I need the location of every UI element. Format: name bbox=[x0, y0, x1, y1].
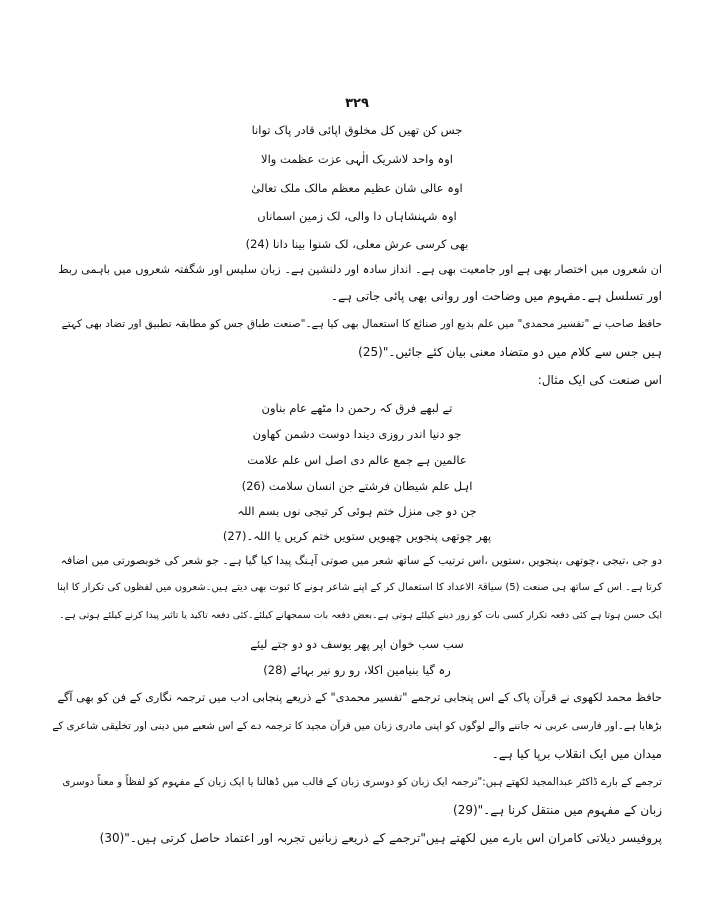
paragraph-line: میدان میں ایک انقلاب برپا کیا ہے۔ bbox=[491, 747, 662, 761]
page-number: ٣٢٩ bbox=[345, 96, 369, 111]
verse-line: جو دنیا اندر روزی دیندا دوست دشمن کھاون bbox=[252, 427, 462, 441]
paragraph-line: حافظ صاحب نے "تفسیر محمدی" میں علم بدیع اور صنائع کا استعمال بھی کیا ہے۔"صنعت طباق جس کو مطابقہ تطبیق اور تضاد بھی کہتے bbox=[61, 318, 662, 330]
verse-line: جس کن تھیں کل مخلوق اپائی قادر پاک توانا bbox=[251, 123, 463, 137]
paragraph-line: اس صنعت کی ایک مثال: bbox=[537, 373, 662, 387]
paragraph-line: ایک حسن ہوتا ہے کئی دفعہ تکرار کسی بات کو زور دینے کیلئے ہوتی ہے۔بعض دفعہ بات سمجھانے کیلئے۔کئی دفعہ تاکید یا تاثیر پیدا کرنے کیلئے ہوتی ہے۔ bbox=[59, 610, 662, 621]
paragraph-line: اور تسلسل ہے۔مفہوم میں وضاحت اور روانی بھی پائی جاتی ہے۔ bbox=[330, 289, 662, 303]
paragraph-line: زبان کے مفہوم میں منتقل کرنا ہے۔"(29) bbox=[453, 803, 662, 817]
verse-line: بھی کرسی عرش معلی، لک شنوا بینا دانا (24) bbox=[245, 237, 469, 251]
verse-line: اوہ واحد لاشریک الٰہی عزت عظمت والا bbox=[261, 152, 453, 166]
verse-line: رہ گیا بنیامین اکلا، رو رو نیر بہائے (28) bbox=[263, 663, 451, 677]
verse-line: سب سب خوان اپر پھر یوسف دو دو جتے لیئے bbox=[250, 637, 464, 651]
verse-line: جن دو جی منزل ختم ہوئی کر تیجی نوں بسم اللہ bbox=[237, 504, 477, 518]
paragraph-line: ان شعروں میں اختصار بھی ہے اور جامعیت بھی ہے۔ انداز سادہ اور دلنشین ہے۔ زبان سلیس اور شگفتہ شعروں میں باہمی ربط bbox=[58, 263, 662, 276]
verse-line: عالمین ہے جمع عالم دی اصل اس علم علامت bbox=[247, 453, 467, 467]
paragraph-line: ہیں جس سے کلام میں دو متضاد معنی بیان کئے جائیں۔"(25) bbox=[358, 345, 662, 359]
verse-line: پھر چوتھی پنجویں چھیویں ستویں ختم کریں یا اللہ۔(27) bbox=[222, 529, 492, 543]
paragraph-line: بڑھایا ہے۔اور فارسی عربی نہ جاننے والے لوگوں کو اپنی مادری زبان میں قرآن مجید کا ترجمہ دے کے اس شعبے میں دینی اور تخلیقی شاعری کے bbox=[52, 720, 662, 732]
verse-line: اہل علم شیطان فرشتے جن انسان سلامت (26) bbox=[241, 479, 473, 493]
verse-line: اوہ شہنشاہاں دا والی، لک زمین اسماناں bbox=[257, 209, 457, 223]
paragraph-line: حافظ محمد لکھوی نے قرآن پاک کے اس پنجابی ترجمے "تفسیر محمدی" کے ذریعے پنجابی ادب میں ترجمہ نگاری کے فن کو بھی آگے bbox=[57, 691, 662, 704]
verse-line: اوہ عالی شان عظیم معظم مالک ملک تعالیٰ bbox=[251, 181, 463, 195]
paragraph-line: ترجمے کے بارے ڈاکٹر عبدالمجید لکھتے ہیں:"ترجمہ ایک زبان کو دوسری زبان کے قالب میں ڈھالنا یا ایک زبان کے مفہوم کو لفظاً و معناً دوسری bbox=[62, 776, 662, 788]
paragraph-line: پروفیسر دیلاتی کامران اس بارے میں لکھتے ہیں"ترجمے کے ذریعے زبانیں تجربہ اور اعتماد حاصل کرتی ہیں۔"(30) bbox=[99, 831, 662, 845]
paragraph-line: کرتا ہے۔ اس کے ساتھ ہی صنعت (5) سیاقۃ الاعداد کا استعمال کر کے اپنے شاعر ہونے کا ثبوت بھی دیتے ہیں۔شعروں میں لفظوں کی تکرار کا اپنا bbox=[56, 582, 662, 593]
paragraph-line: دو جی ،تیجی ،چوتھی ،پنجویں ،ستویں ،اس ترتیب کے ساتھ شعر میں صوتی آہنگ پیدا کیا گیا ہے۔ جو شعر کی خوبصورتی میں اضافہ bbox=[60, 554, 662, 567]
verse-line: تے لبھے فرق کہ رحمن دا مٹھے عام بناون bbox=[261, 401, 453, 415]
